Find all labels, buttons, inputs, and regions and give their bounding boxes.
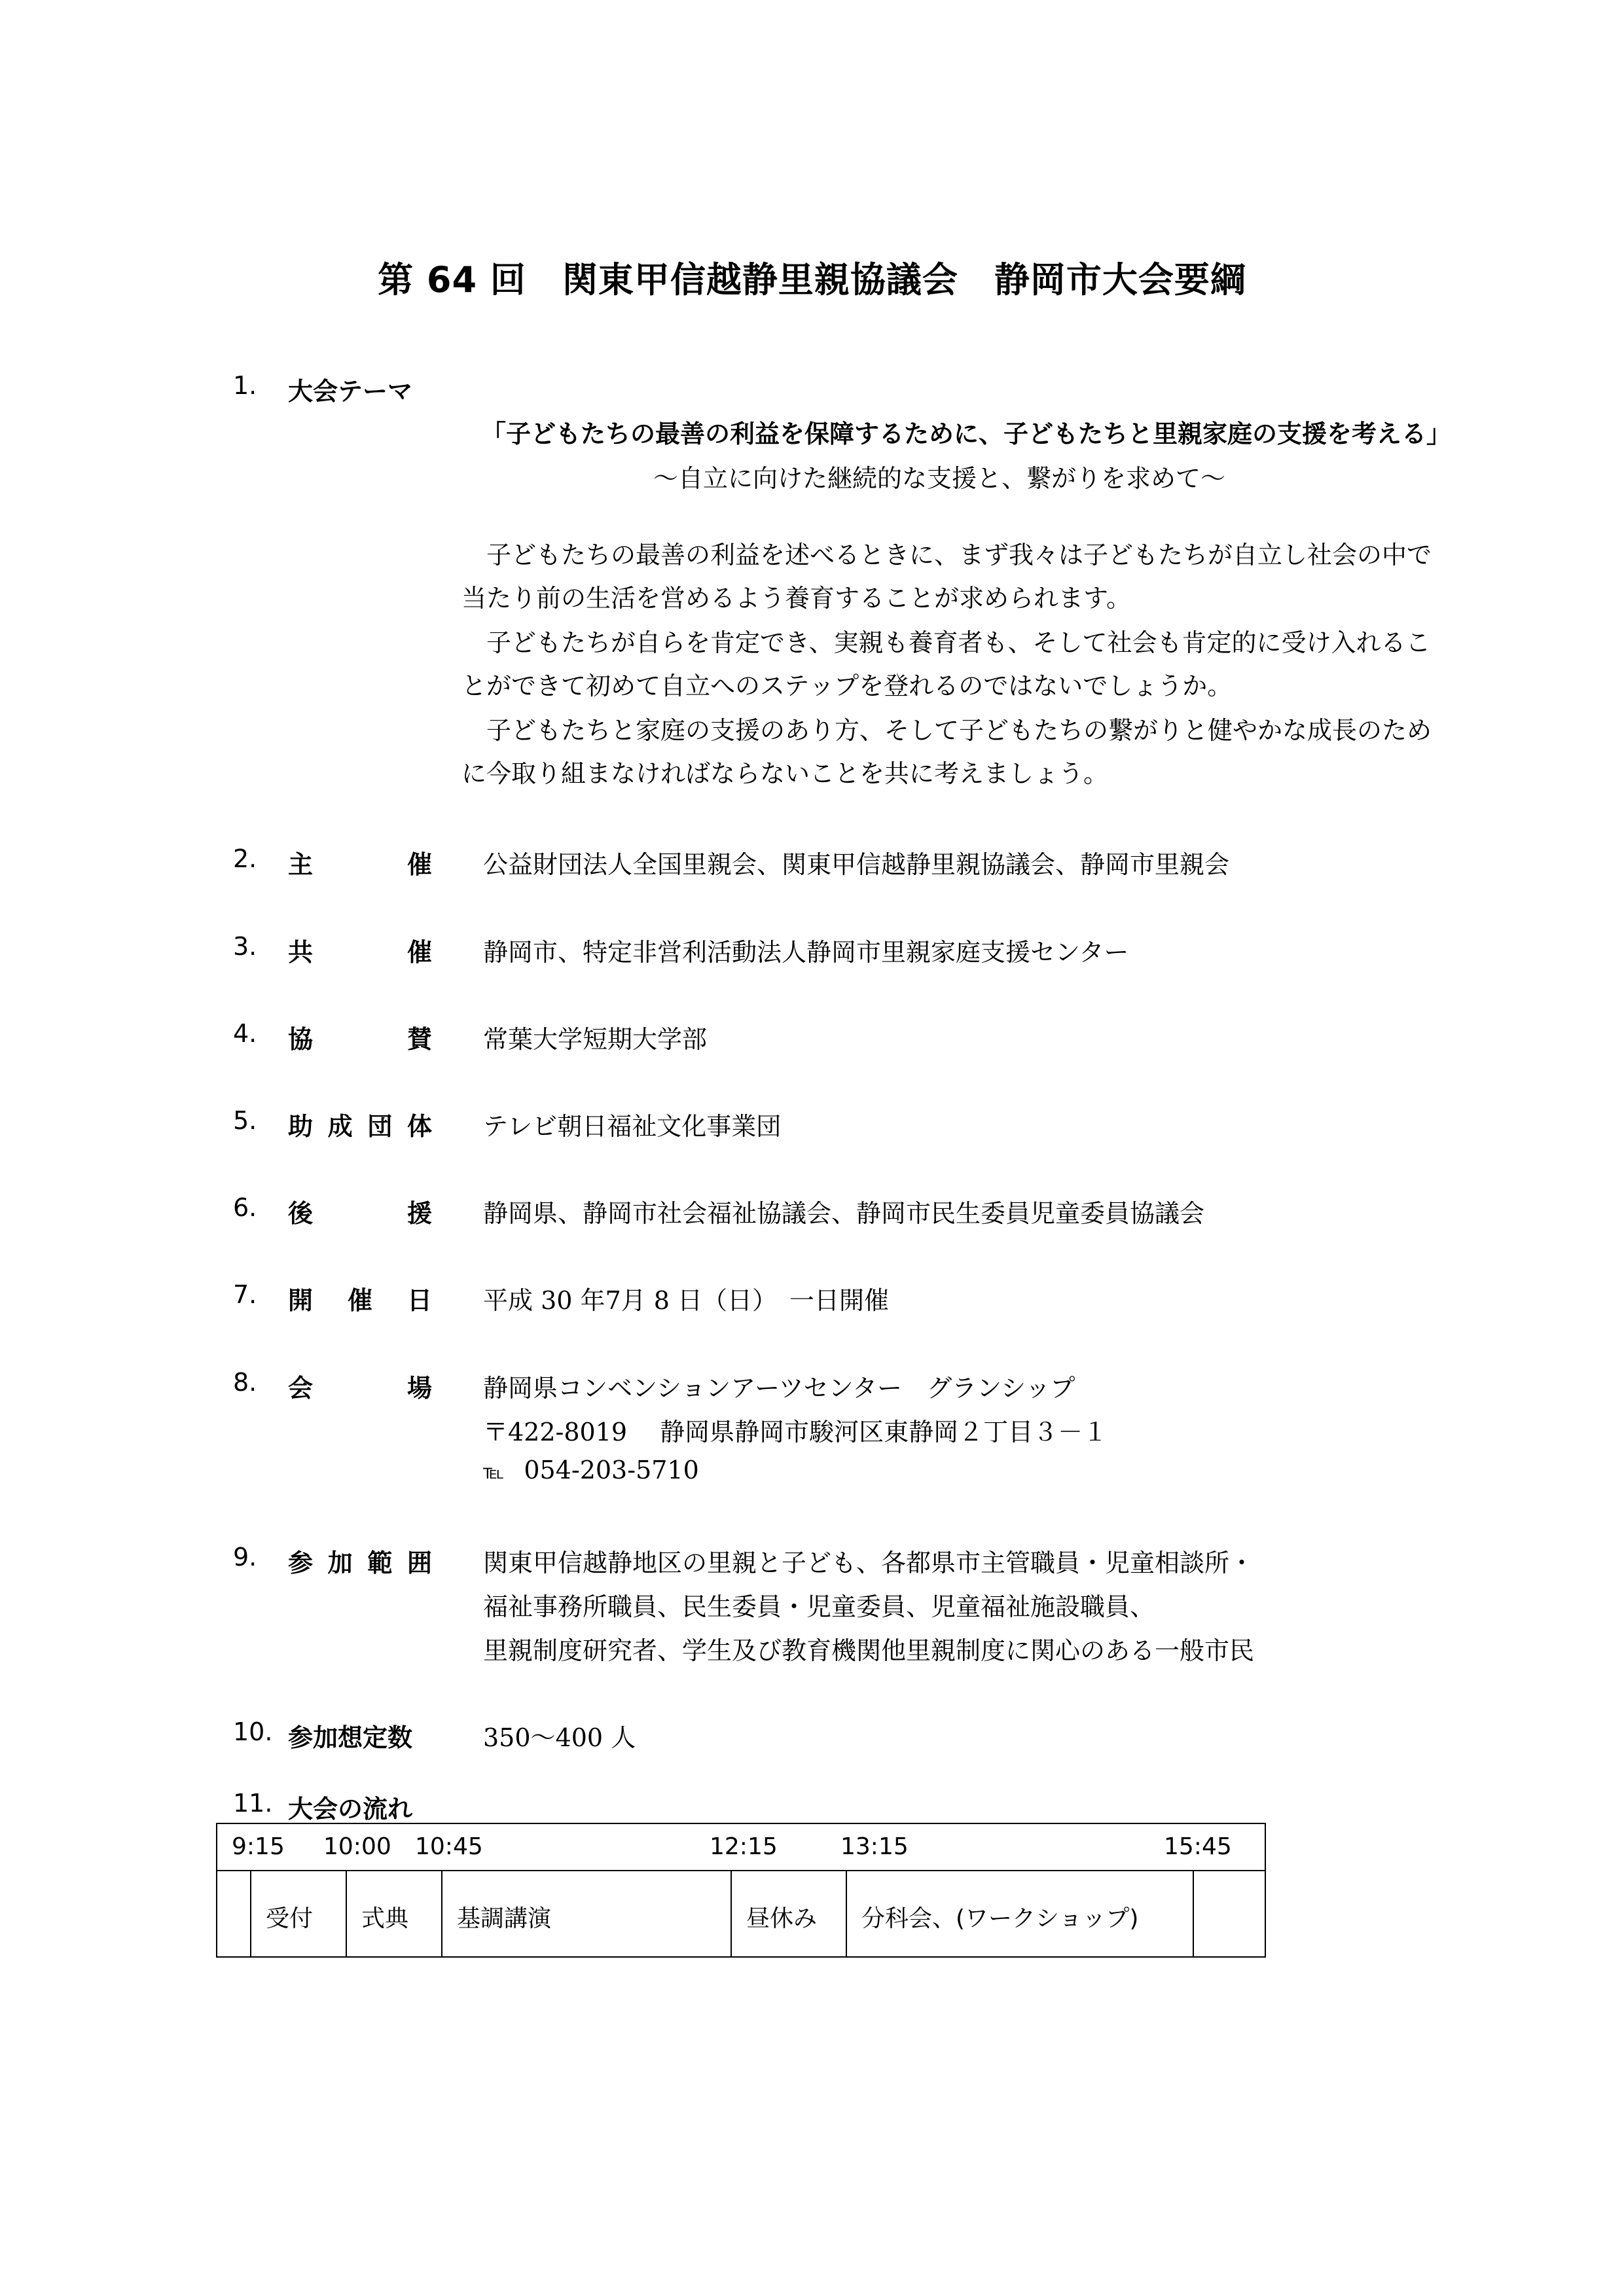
venue-address: 〒422-8019 静岡県静岡市駿河区東静岡２丁目３－１ (483, 1418, 1108, 1446)
theme-main: 「子どもたちの最善の利益を保障するために、子どもたちと里親家庭の支援を考える」 (481, 420, 1452, 448)
section-4-number: 4. (233, 1019, 257, 1048)
schedule-table (216, 1823, 1266, 1958)
time-label: 10:00 (323, 1833, 391, 1860)
tel-label: ℡ (483, 1461, 505, 1484)
section-6-number: 6. (233, 1193, 257, 1222)
time-label: 10:45 (415, 1833, 483, 1860)
section-2-label: 主 催 (288, 850, 432, 879)
section-8-number: 8. (233, 1368, 257, 1397)
section-6-label: 後 援 (288, 1199, 432, 1228)
section-1-number: 1. (233, 371, 257, 400)
schedule-cell (217, 1870, 251, 1958)
schedule-cells-row (217, 1870, 1265, 1958)
section-2-value: 公益財団法人全国里親会、関東甲信越静里親協議会、静岡市里親会 (483, 850, 1230, 879)
venue-tel (483, 1456, 699, 1484)
theme-sub: ～自立に向けた継続的な支援と、繋がりを求めて～ (653, 464, 1226, 493)
tel-number: 054-203-5710 (524, 1456, 699, 1484)
schedule-cell-workshops: 分科会、(ワークショップ) (847, 1870, 1194, 1958)
schedule-cell-keynote: 基調講演 (442, 1870, 732, 1958)
schedule-cell-ceremony: 式典 (347, 1870, 442, 1958)
theme-paragraph-3: 子どもたちと家庭の支援のあり方、そして子どもたちの繋がりと健やかな成長のために今取り組まなければならないことを共に考えましょう。 (461, 716, 1432, 788)
participants-line-2: 福祉事務所職員、民生委員・児童委員、児童福祉施設職員、 (483, 1592, 1155, 1621)
schedule-cell-lunch: 昼休み (732, 1870, 847, 1958)
section-3-number: 3. (233, 932, 257, 961)
participants-line-3: 里親制度研究者、学生及び教育機関他里親制度に関心のある一般市民 (483, 1636, 1255, 1665)
schedule-times-row (217, 1824, 1265, 1871)
section-10-number: 10. (233, 1717, 273, 1746)
venue-name: 静岡県コンベンションアーツセンター グランシップ (483, 1374, 1075, 1403)
section-2-number: 2. (233, 844, 257, 873)
theme-paragraph-2: 子どもたちが自らを肯定でき、実親も養育者も、そして社会も肯定的に受け入れることができて初めて自立へのステップを登れるのではないでしょうか。 (461, 628, 1431, 700)
theme-paragraph-1: 子どもたちの最善の利益を述べるときに、まず我々は子どもたちが自立し社会の中で当たり前の生活を営めるよう養育することが求められます。 (461, 541, 1432, 613)
section-10-label: 参加想定数 (288, 1723, 413, 1752)
schedule-cell (1194, 1870, 1265, 1958)
section-5-number: 5. (233, 1106, 257, 1135)
section-9-number: 9. (233, 1543, 257, 1571)
time-label: 15:45 (1164, 1833, 1232, 1860)
section-4-label: 協 賛 (288, 1025, 432, 1054)
section-11-label: 大会の流れ (288, 1795, 413, 1823)
section-7-value: 平成 30 年7月 8 日（日） 一日開催 (483, 1286, 890, 1315)
section-5-value: テレビ朝日福祉文化事業団 (483, 1112, 782, 1141)
section-5-label: 助 成 団 体 (288, 1112, 432, 1141)
time-label: 13:15 (840, 1833, 909, 1860)
time-label: 12:15 (710, 1833, 778, 1860)
section-4-value: 常葉大学短期大学部 (483, 1025, 708, 1054)
section-7-label: 開 催 日 (288, 1286, 432, 1315)
section-7-number: 7. (233, 1280, 257, 1309)
section-8-label: 会 場 (288, 1374, 432, 1403)
section-6-value: 静岡県、静岡市社会福祉協議会、静岡市民生委員児童委員協議会 (483, 1199, 1205, 1228)
section-9-label: 参 加 範 囲 (288, 1549, 432, 1577)
page-title: 第 64 回 関東甲信越静里親協議会 静岡市大会要綱 (378, 259, 1246, 300)
section-1-label: 大会テーマ (288, 377, 413, 406)
section-10-value: 350～400 人 (483, 1723, 636, 1752)
section-3-label: 共 催 (288, 938, 432, 967)
section-3-value: 静岡市、特定非営利活動法人静岡市里親家庭支援センター (483, 938, 1129, 967)
time-label: 9:15 (232, 1833, 285, 1860)
schedule-cell-reception: 受付 (251, 1870, 347, 1958)
participants-line-1: 関東甲信越静地区の里親と子ども、各都県市主管職員・児童相談所・ (483, 1549, 1255, 1577)
section-11-number: 11. (233, 1789, 273, 1818)
